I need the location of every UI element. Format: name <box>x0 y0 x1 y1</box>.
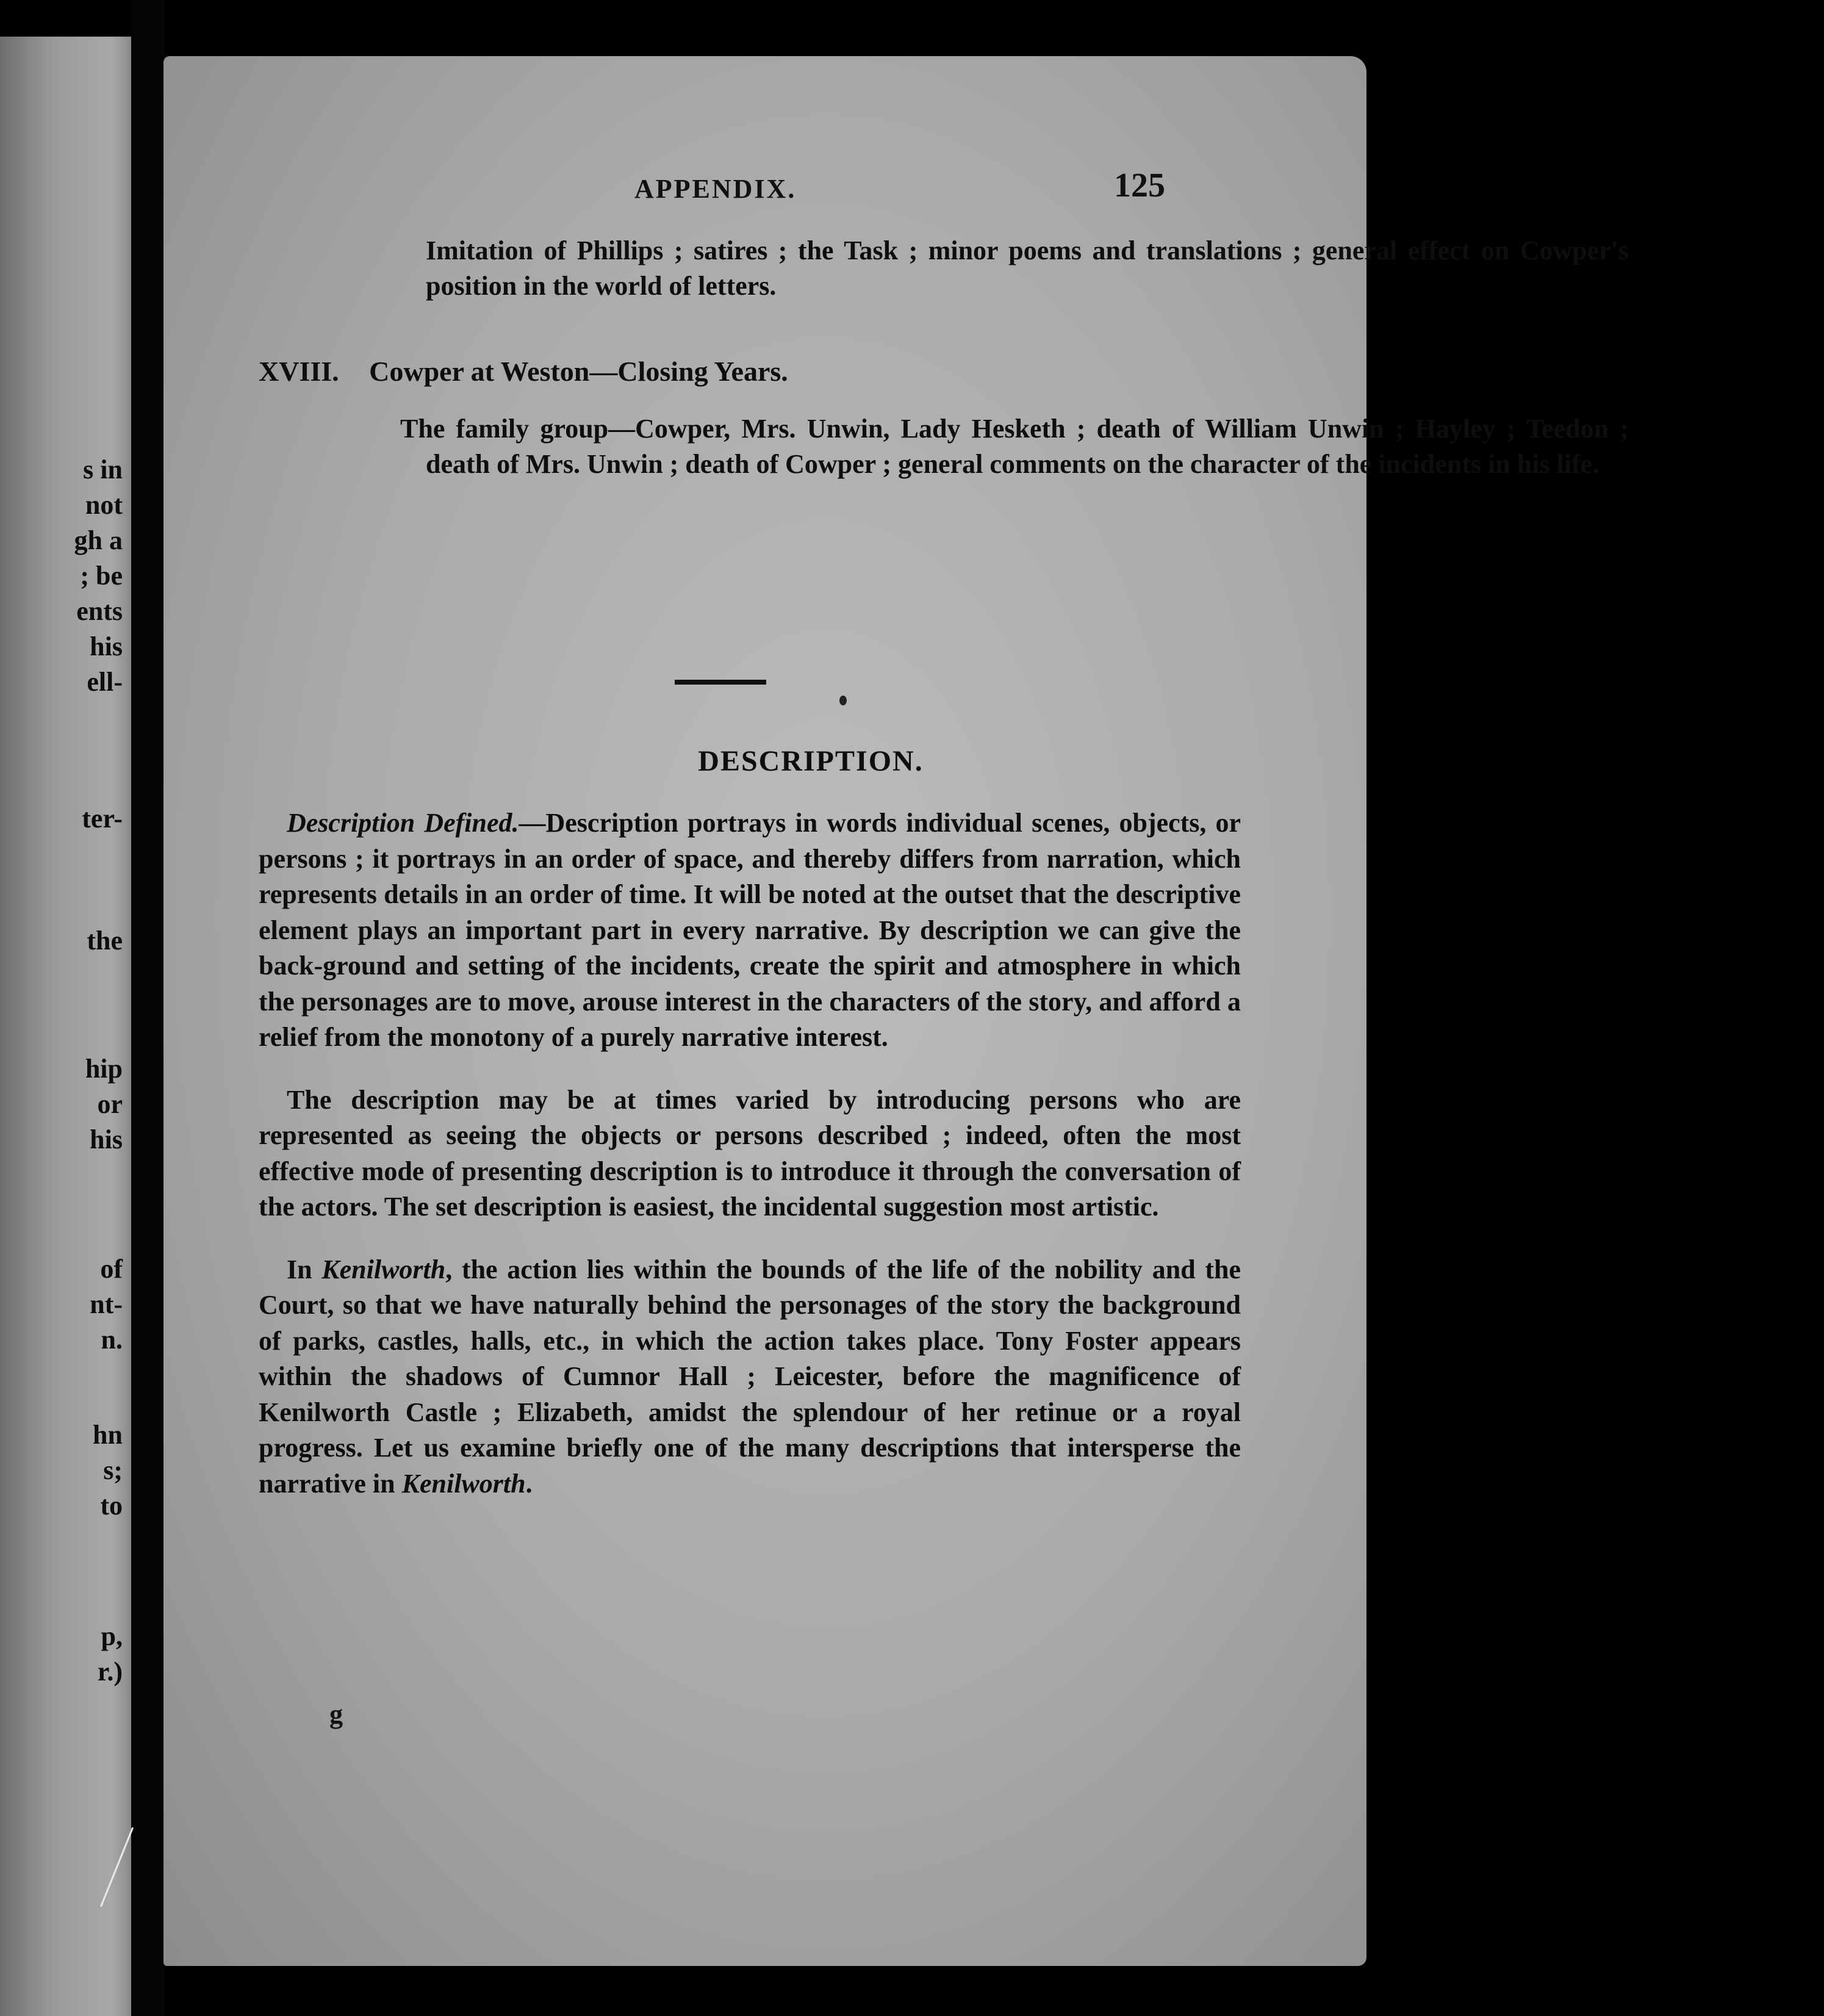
paragraph-lead: Description Defined. <box>287 808 519 838</box>
paragraph-description-defined <box>259 805 1241 1056</box>
left-fragment: gh a <box>74 525 123 555</box>
book-gutter <box>131 0 165 2016</box>
paragraph-text: —Description portrays in words individual scenes, objects, or persons ; it portrays in an order of space, and thereby differs from narration, which represents details in an order of time. It will be noted at the outset that the descriptive element plays an important part in every narrative. By description we can give the back-ground and setting of the incidents, create the spirit and atmosphere in which the personages are to move, arouse interest in the characters of the story, and afford a relief from the monotony of a purely narrative interest. <box>259 808 1241 1052</box>
left-fragment: hn <box>93 1420 123 1450</box>
left-facing-page <box>0 37 131 2016</box>
left-fragment: hip <box>85 1054 123 1084</box>
left-fragment: his <box>90 1125 123 1154</box>
left-fragment: ; be <box>80 561 123 591</box>
section-xviii-heading <box>259 355 788 387</box>
left-fragment: to <box>100 1491 123 1521</box>
left-fragment: his <box>90 632 123 661</box>
paragraph-text: , the action lies within the bounds of the life of the nobility and the Court, so that we have naturally behind the personages of the story the background of parks, castles, halls, etc., in which the action takes place. Tony Foster appears within the shadows of Cumnor Hall ; Leicester, before the magnificence of Kenilworth Castle ; Elizabeth, amidst the splendour of her retinue or a royal progress. Let us examine briefly one of the many descriptions that intersperse the narrative in <box>259 1254 1241 1499</box>
left-fragment: of <box>100 1254 123 1284</box>
left-fragment: n. <box>101 1325 123 1355</box>
left-fragment: the <box>87 926 123 956</box>
left-fragment: ents <box>76 596 123 626</box>
left-fragment: p, <box>101 1621 123 1651</box>
left-fragment: r.) <box>97 1657 123 1687</box>
section-divider-rule <box>675 680 766 685</box>
running-head <box>163 166 1366 209</box>
left-fragment: not <box>85 490 123 520</box>
ink-speck <box>839 696 847 705</box>
section-number: XVIII. <box>259 356 339 387</box>
left-fragment: or <box>97 1089 123 1119</box>
section-title: Cowper at Weston—Closing Years. <box>369 356 788 387</box>
body-text <box>259 805 1241 1528</box>
left-fragment: s; <box>103 1455 123 1485</box>
left-fragment: s in <box>83 455 123 484</box>
running-head-title: APPENDIX. <box>634 174 797 204</box>
left-fragment: nt- <box>90 1289 123 1319</box>
page-number: 125 <box>1114 167 1165 204</box>
section-xvii-tail: Imitation of Phillips ; satires ; the Task ; minor poems and translations ; general effect on Cowper's position in the world of letters. <box>426 236 1629 301</box>
paragraph-text: In <box>287 1254 322 1284</box>
section-xviii-summary: The family group—Cowper, Mrs. Unwin, Lady Hesketh ; death of William Unwin ; Hayley ; Teedon ; death of Mrs. Unwin ; death of Cowper ; general comments on the character of the incidents in his life. <box>400 414 1629 479</box>
book-page <box>163 56 1629 1966</box>
paragraph-kenilworth <box>259 1252 1241 1502</box>
signature-mark: g <box>329 1699 343 1729</box>
paragraph-varied-description: The description may be at times varied by introducing persons who are represented as seeing the objects or persons described ; indeed, often the most effective mode of presenting description is to introduce it through the conversation of the actors. The set description is easiest, the incidental suggestion most artistic. <box>259 1084 1241 1222</box>
book-title: Kenilworth <box>401 1468 526 1499</box>
left-fragment: ell- <box>87 667 123 697</box>
paragraph-text: . <box>525 1468 533 1499</box>
description-heading: DESCRIPTION. <box>698 745 924 777</box>
book-title: Kenilworth <box>321 1254 446 1284</box>
left-fragment: ter- <box>82 804 123 833</box>
